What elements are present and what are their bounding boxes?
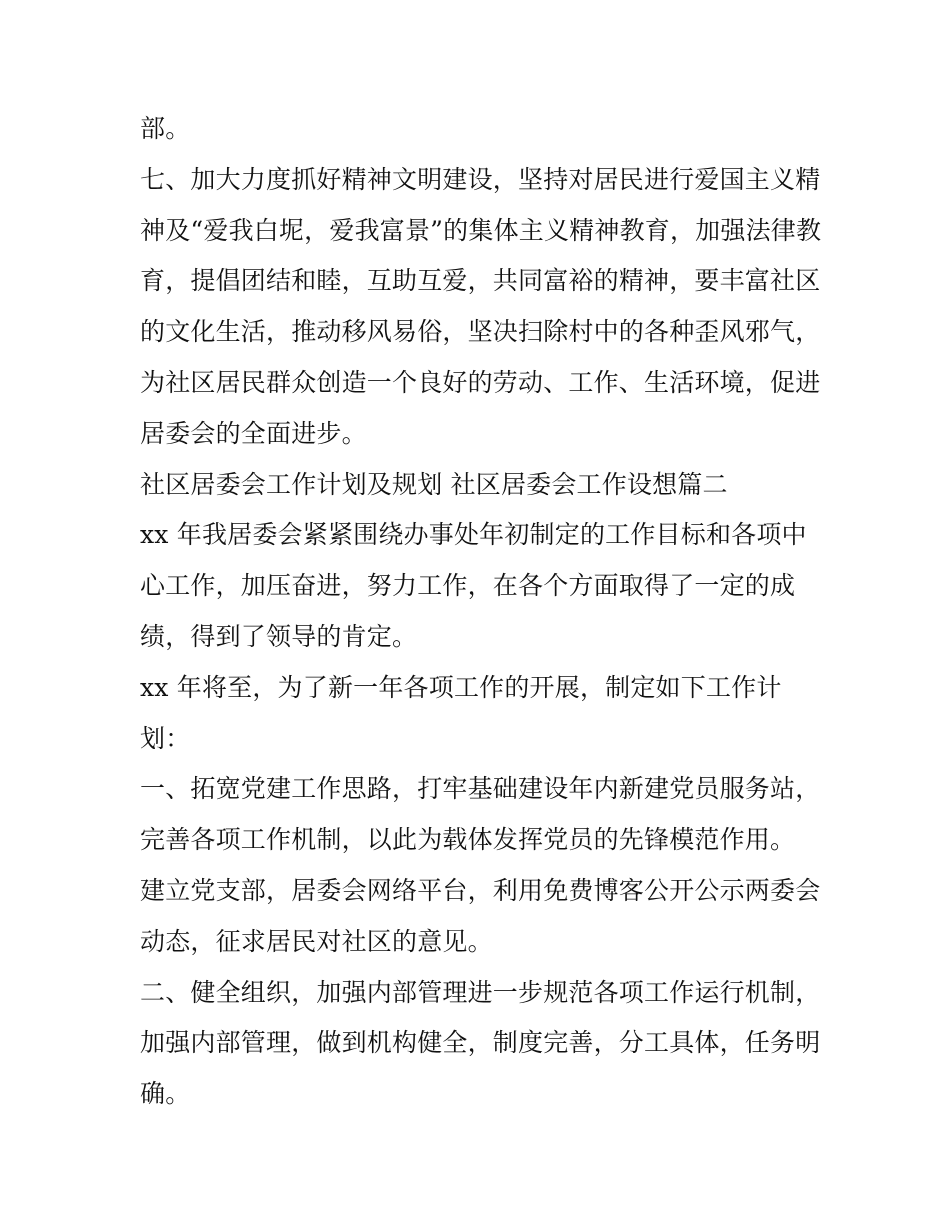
- text-line: 二、健全组织，加强内部管理进一步规范各项工作运行机制，: [140, 977, 821, 1007]
- text-line: 七、加大力度抓好精神文明建设，坚持对居民进行爱国主义精: [140, 164, 821, 194]
- text-line: 划：: [140, 723, 191, 753]
- text-line: 心工作，加压奋进，努力工作，在各个方面取得了一定的成: [140, 571, 796, 601]
- text-line: 部。: [140, 114, 191, 143]
- text-line: 确。: [140, 1079, 191, 1109]
- text-line: 完善各项工作机制，以此为载体发挥党员的先锋模范作用。: [140, 825, 796, 855]
- text-line: 神及“爱我白坭，爱我富景”的集体主义精神教育，加强法律教: [140, 215, 822, 245]
- text-line: 建立党支部，居委会网络平台，利用免费博客公开公示两委会: [140, 875, 821, 905]
- text-line: 育，提倡团结和睦，互助互爱，共同富裕的精神，要丰富社区: [140, 266, 821, 296]
- text-line: 居委会的全面进步。: [140, 418, 367, 448]
- section-heading: 社区居委会工作计划及规划 社区居委会工作设想篇二: [140, 469, 728, 499]
- text-line: 加强内部管理，做到机构健全，制度完善，分工具体，任务明: [140, 1028, 821, 1058]
- text-line: 为社区居民群众创造一个良好的劳动、工作、生活环境，促进: [140, 367, 821, 397]
- text-line: 的文化生活，推动移风易俗，坚决扫除村中的各种歪风邪气，: [140, 317, 821, 347]
- text-line: xx 年我居委会紧紧围绕办事处年初制定的工作目标和各项中: [140, 520, 807, 550]
- document-body: [140, 104, 820, 1120]
- text-line: xx 年将至，为了新一年各项工作的开展，制定如下工作计: [140, 672, 782, 702]
- text-line: 绩，得到了领导的肯定。: [140, 621, 418, 651]
- text-line: 动态，征求居民对社区的意见。: [140, 926, 493, 956]
- text-line: 一、拓宽党建工作思路，打牢基础建设年内新建党员服务站，: [140, 774, 821, 804]
